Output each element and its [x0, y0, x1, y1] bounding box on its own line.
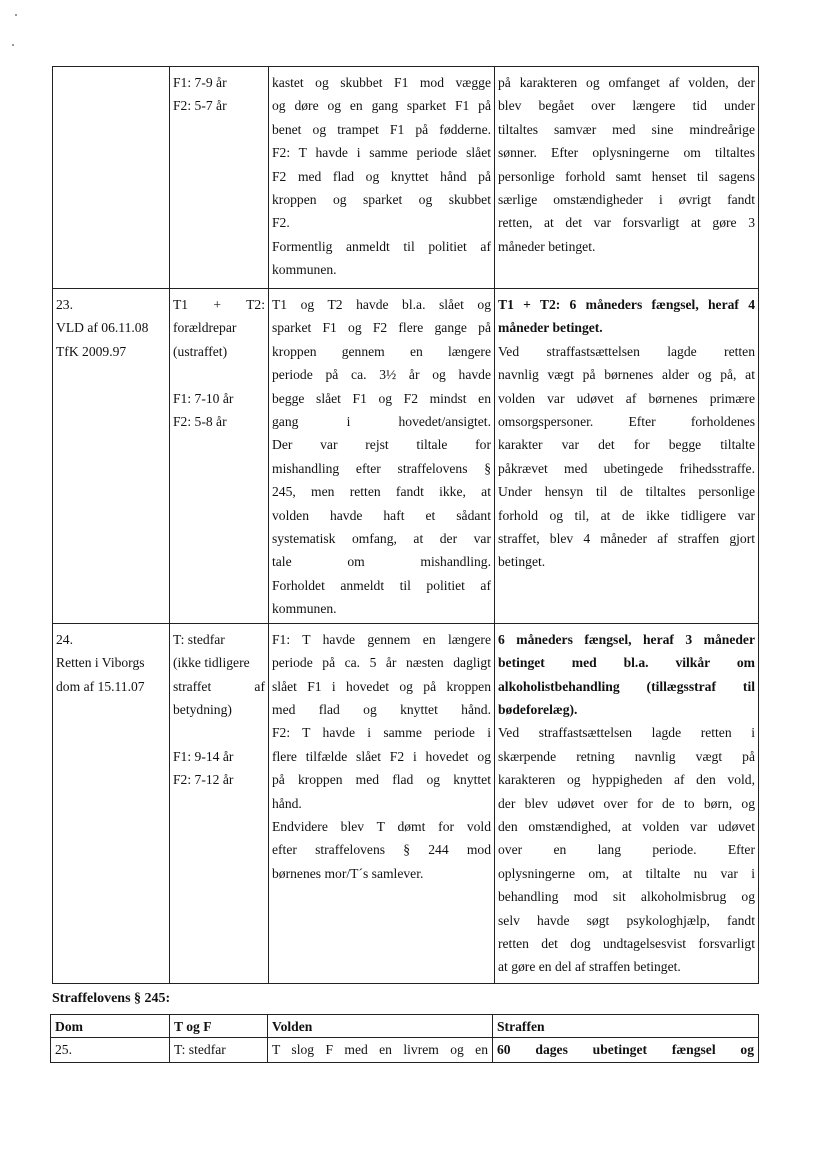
- text-line: navnlig vægt på børnenes alder og på, at: [498, 367, 755, 383]
- text-line: F1: 9-14 år: [173, 748, 234, 764]
- text-line: Formentlig anmeldt til politiet af: [272, 238, 491, 254]
- text-line: T slog F med en livrem og en: [272, 1042, 488, 1057]
- header-dom: Dom: [51, 1015, 170, 1038]
- text-line: straffet, blev 4 måneder af straffen gjort: [498, 531, 755, 547]
- text-line: 245, men retten fandt ikke, at: [272, 484, 491, 500]
- text-line: Der var rejst tiltale for: [272, 437, 491, 453]
- penalty-cell: [495, 289, 759, 624]
- header-t-og-f: T og F: [170, 1015, 268, 1038]
- text-line: gang i hovedet/ansigtet.: [272, 414, 491, 430]
- text-line: over en lang periode. Efter: [498, 842, 755, 858]
- text-line: på kroppen med flad og knyttet: [272, 772, 491, 788]
- penalty-cell: [493, 1038, 759, 1063]
- text-line: tiltaltes samvær med sine mindreårige: [498, 121, 755, 137]
- text-line: måneder betinget.: [498, 320, 603, 336]
- text-line: karakteren og hyppigheden af den vold,: [498, 772, 755, 788]
- text-line: Forholdet anmeldt til politiet af: [272, 577, 491, 593]
- text-line: F2: T havde i samme periode i: [272, 725, 491, 741]
- text-line: 60 dages ubetinget fængsel og: [497, 1042, 754, 1057]
- text-line: Ved straffastsættelsen lagde retten i: [498, 725, 755, 741]
- text-line: Retten i Viborgs: [56, 655, 145, 671]
- text-line: T: stedfar: [173, 631, 225, 647]
- text-line: begge slået F1 og F2 mindst en: [272, 390, 491, 406]
- paragraph-245-table: [50, 1014, 759, 1063]
- text-line: betinget med bl.a. vilkår om: [498, 655, 755, 671]
- text-line: sønner. Efter oplysningerne om tiltaltes: [498, 145, 755, 161]
- sentence-summary: [498, 628, 755, 722]
- text-line: T: stedfar: [174, 1042, 226, 1057]
- text-line: F2: T havde i samme periode slået: [272, 145, 491, 161]
- text-line: 25.: [55, 1042, 72, 1057]
- text-line: på karakteren og omfanget af volden, der: [498, 75, 755, 90]
- case-cell: [51, 1038, 170, 1063]
- parties-cell: [170, 1038, 268, 1063]
- text-line: volden havde haft et sådant: [272, 507, 491, 523]
- text-line: T1 og T2 havde bl.a. slået og: [272, 297, 491, 312]
- text-line: hånd.: [272, 795, 302, 811]
- sentence-summary: [498, 293, 755, 340]
- spacer: [173, 363, 265, 386]
- text-line: F1: T havde gennem en længere: [272, 631, 491, 647]
- text-line: retten, at det var forsvarligt at gøre 3: [498, 215, 755, 231]
- text-line: at gøre en del af straffen betinget.: [498, 959, 681, 975]
- text-line: F2 med flad og knyttet hånd på: [272, 168, 491, 184]
- text-line: betinget.: [498, 554, 546, 570]
- text-line: F2: 5-7 år: [173, 98, 227, 114]
- header-volden: Volden: [268, 1015, 493, 1038]
- text-line: med flad og knyttet hånd.: [272, 701, 491, 717]
- text-line: påkrævet med ubetingede frihedsstraffe.: [498, 460, 755, 476]
- text-line: periode på ca. 5 år næsten dagligt: [272, 655, 491, 671]
- violence-cell: [268, 1038, 493, 1063]
- table-row: [53, 623, 759, 983]
- text-line: behandling mod sit alkoholmisbrug og: [498, 889, 755, 905]
- text-line: T1 + T2: 6 måneders fængsel, heraf 4: [498, 297, 755, 312]
- text-line: kommunen.: [272, 601, 337, 617]
- text-line: mishandling efter straffelovens §: [272, 460, 491, 476]
- text-line: (ustraffet): [173, 343, 228, 359]
- text-line: dom af 15.11.07: [56, 678, 145, 694]
- text-line: personlige forhold samt henset til sagens: [498, 168, 755, 184]
- text-line: F2.: [272, 215, 290, 231]
- text-line: Ved straffastsættelsen lagde retten: [498, 343, 755, 359]
- parties-cell: [170, 289, 269, 624]
- text-line: blev begået over længere tid under: [498, 98, 755, 114]
- text-line: F2: 7-12 år: [173, 772, 234, 788]
- header-row: [51, 1015, 759, 1038]
- table-row: [51, 1038, 759, 1063]
- scan-speck: [12, 44, 14, 46]
- penalty-cell: [495, 623, 759, 983]
- parties-cell: [170, 67, 269, 289]
- penalty-cell: [495, 67, 759, 289]
- text-line: systematisk omfang, at der var: [272, 531, 491, 547]
- table-row: [53, 289, 759, 624]
- text-line: Under hensyn til de tiltaltes personlige: [498, 484, 755, 500]
- violence-cell: [269, 623, 495, 983]
- scan-speck: [15, 14, 17, 16]
- text-line: alkoholistbehandling (tillægsstraf til: [498, 678, 755, 694]
- violence-cell: [269, 289, 495, 624]
- text-line: særlige omstændigheder i øvrigt fandt: [498, 192, 755, 208]
- text-line: VLD af 06.11.08: [56, 320, 149, 336]
- text-line: kroppen gennem en længere: [272, 343, 491, 359]
- text-line: straffet af: [173, 678, 265, 694]
- text-line: selv havde søgt psykologhjælp, fandt: [498, 912, 755, 928]
- text-line: periode på ca. 3½ år og havde: [272, 367, 491, 383]
- case-cell: [53, 289, 170, 624]
- verdict-table: [52, 66, 759, 984]
- text-line: efter straffelovens § 244 mod: [272, 842, 491, 858]
- text-line: kroppen og sparket og skubbet: [272, 192, 491, 208]
- table-row: [53, 67, 759, 289]
- text-line: skærpende retning navnlig vægt på: [498, 748, 755, 764]
- text-line: benet og trampet F1 på fødderne.: [272, 121, 491, 137]
- text-line: den omstændighed, at volden var udøvet: [498, 818, 755, 834]
- section-title: Straffelovens § 245:: [52, 991, 171, 1006]
- text-line: 6 måneders fængsel, heraf 3 måneder: [498, 631, 755, 647]
- text-line: oplysningerne om, at tiltalte nu var i: [498, 865, 755, 881]
- text-line: børnenes mor/T´s samlever.: [272, 865, 424, 881]
- text-line: 24.: [56, 631, 73, 647]
- text-line: flere tilfælde slået F2 i hovedet og: [272, 748, 491, 764]
- text-line: (ikke tidligere: [173, 655, 250, 671]
- text-line: karakter var det for begge tiltalte: [498, 437, 755, 453]
- text-line: omsorgspersoner. Efter forholdenes: [498, 414, 755, 430]
- text-line: 23.: [56, 297, 73, 312]
- text-line: der blev udøvet over for de to børn, og: [498, 795, 755, 811]
- text-line: sparket F1 og F2 flere gange på: [272, 320, 491, 336]
- violence-cell: [269, 67, 495, 289]
- text-line: F1: 7-10 år: [173, 390, 234, 406]
- text-line: Endvidere blev T dømt for vold: [272, 818, 491, 834]
- text-line: betydning): [173, 701, 232, 717]
- text-line: forhold og til, at de ikke tidligere var: [498, 507, 755, 523]
- text-line: forældrepar: [173, 320, 237, 336]
- text-line: volden var udøvet af børnenes primære: [498, 390, 755, 406]
- text-line: bødeforelæg).: [498, 701, 578, 717]
- spacer: [173, 721, 265, 744]
- text-line: kommunen.: [272, 262, 337, 278]
- text-line: måneder betinget.: [498, 238, 596, 254]
- text-line: og døre og en gang sparket F1 på: [272, 98, 491, 114]
- text-line: retten det dog undtagelsesvist forsvarligt: [498, 935, 755, 951]
- text-line: F1: 7-9 år: [173, 75, 227, 90]
- case-cell: [53, 623, 170, 983]
- case-cell: [53, 67, 170, 289]
- text-line: TfK 2009.97: [56, 343, 127, 359]
- text-line: slået F1 i hovedet og på kroppen: [272, 678, 491, 694]
- text-line: tale om mishandling.: [272, 554, 491, 570]
- parties-cell: [170, 623, 269, 983]
- header-straffen: Straffen: [493, 1015, 759, 1038]
- text-line: kastet og skubbet F1 mod vægge: [272, 75, 491, 90]
- text-line: T1 + T2:: [173, 297, 265, 312]
- text-line: F2: 5-8 år: [173, 414, 227, 430]
